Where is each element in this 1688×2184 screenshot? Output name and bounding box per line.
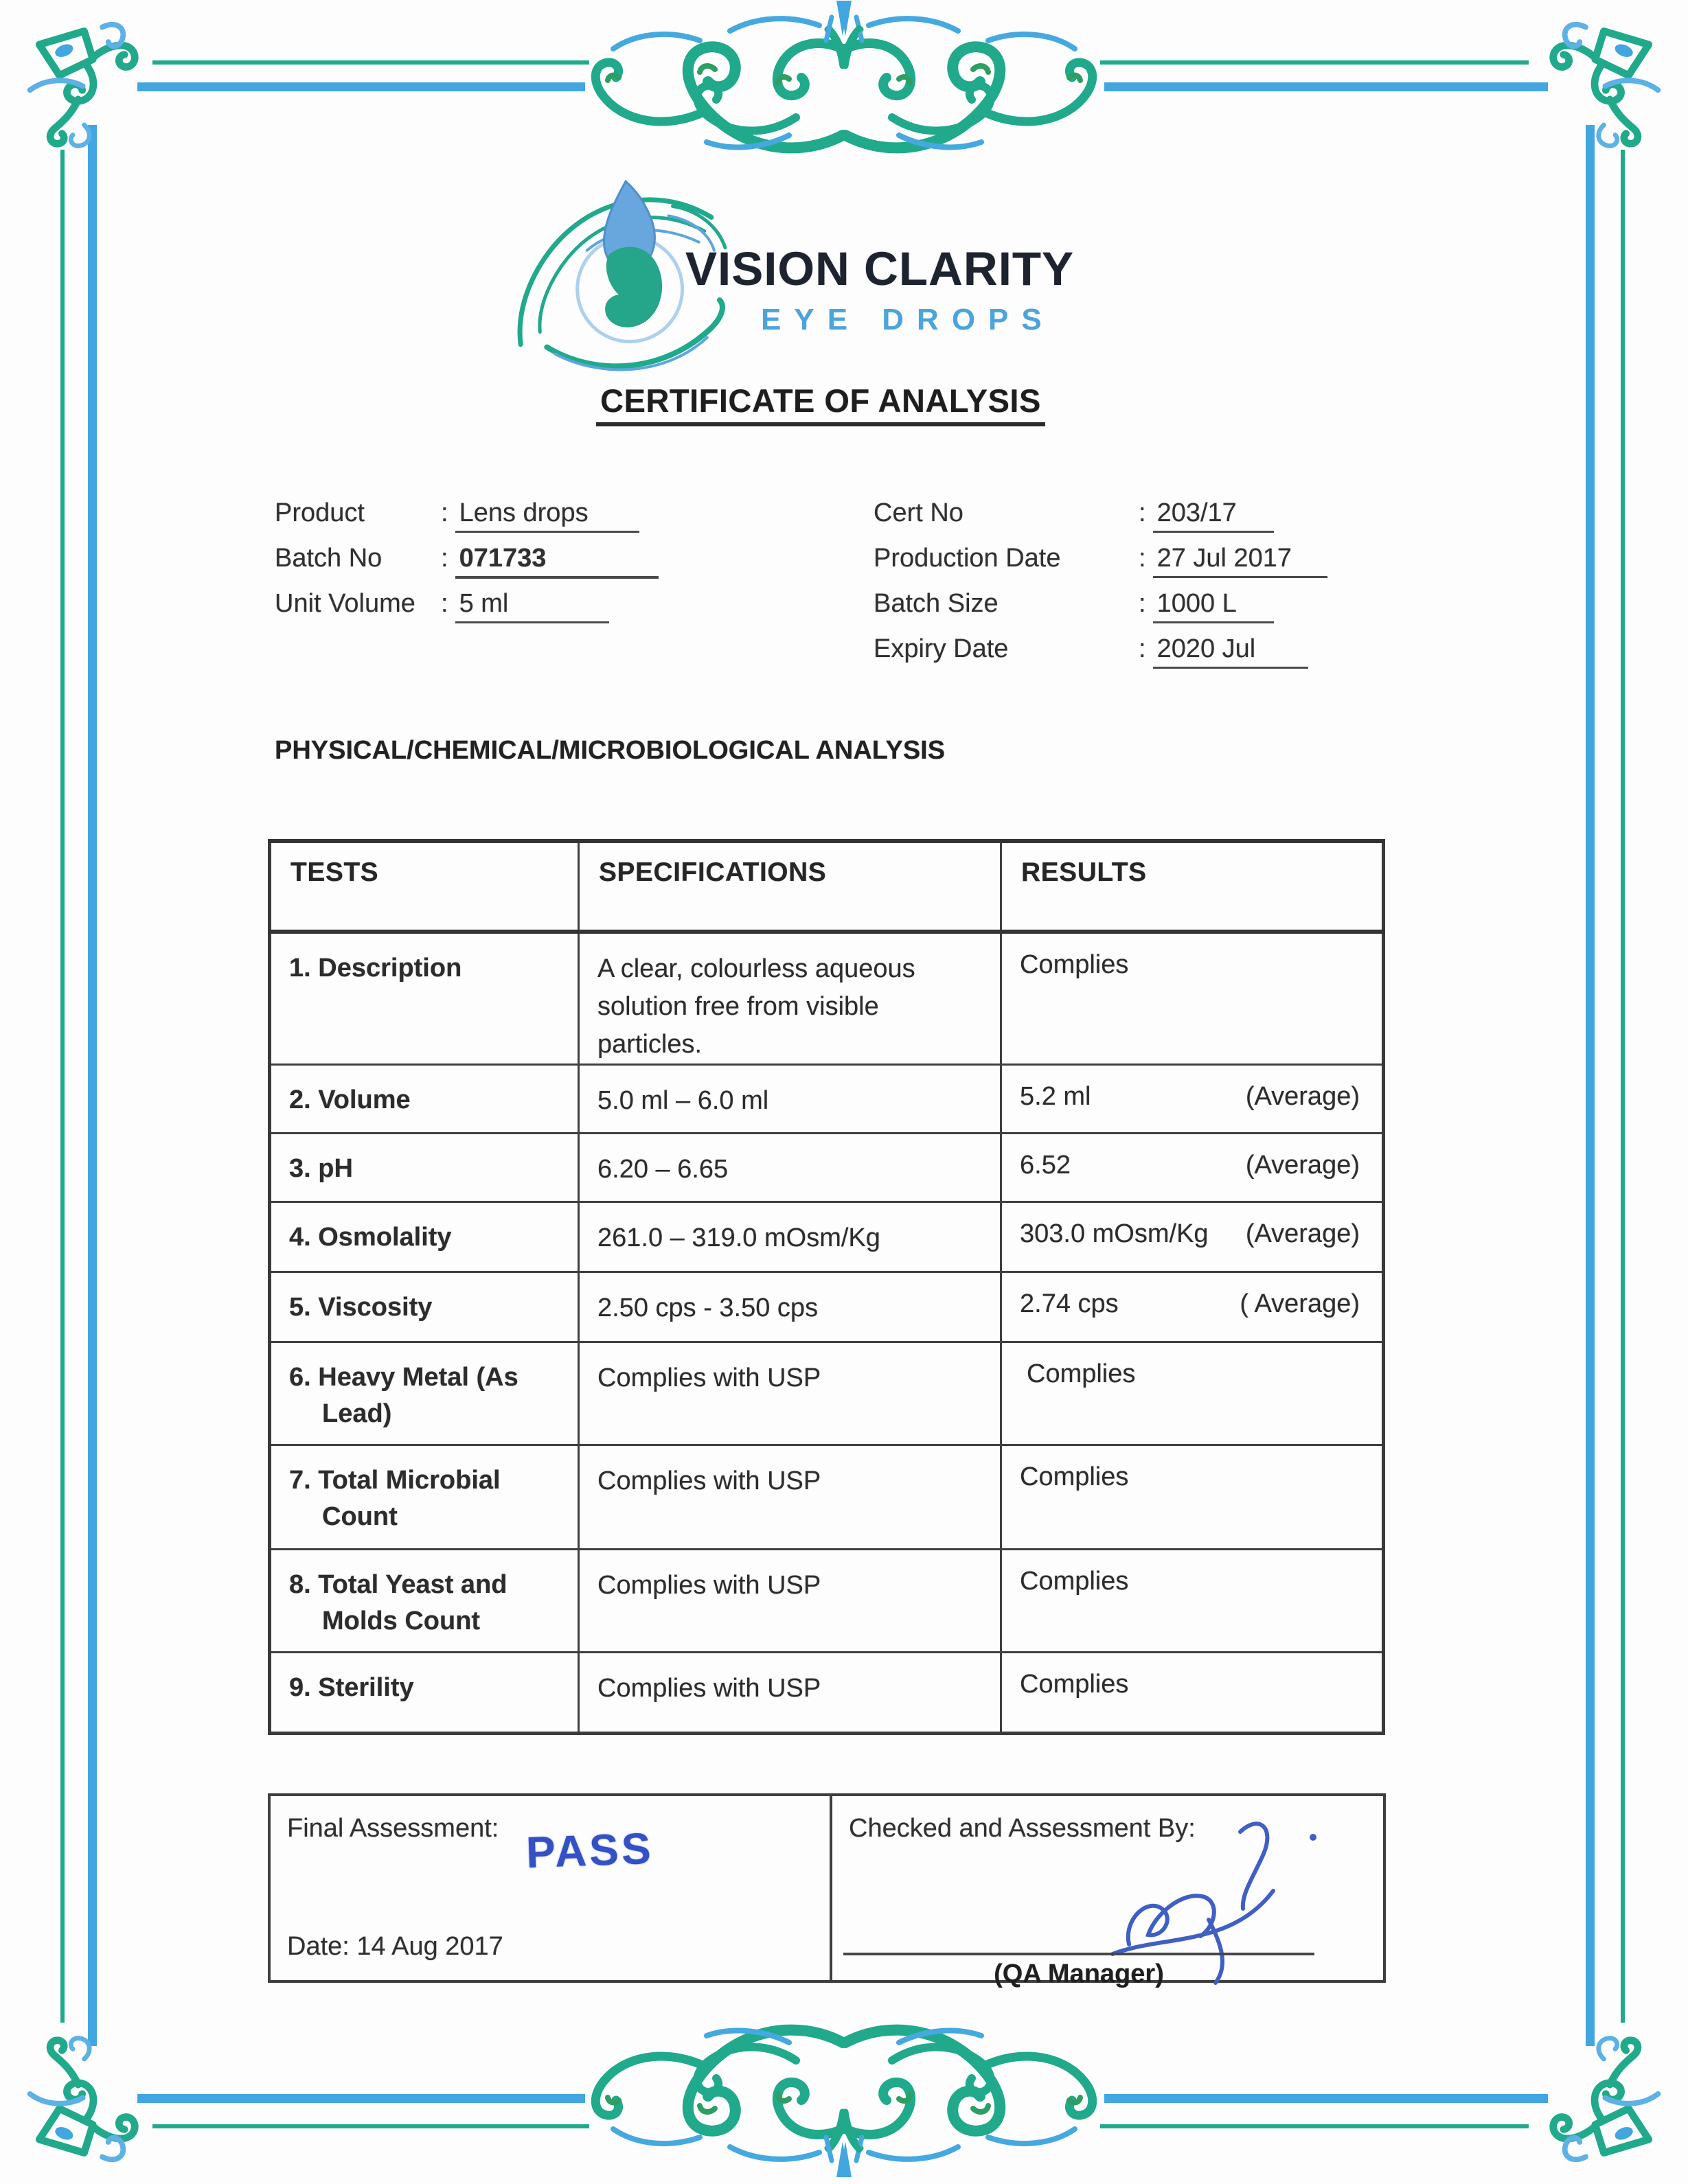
test-spec: 6.20 – 6.65 — [579, 1134, 1001, 1202]
test-spec: 261.0 – 319.0 mOsm/Kg — [579, 1202, 1001, 1272]
result-qualifier: (Average) — [1245, 1151, 1360, 1180]
colon: : — [441, 544, 448, 573]
expiry-date-label: Expiry Date — [874, 634, 1009, 663]
brand-name: VISION CLARITY — [685, 242, 1075, 295]
test-name: 2. Volume — [289, 1085, 411, 1115]
production-date-label: Production Date — [874, 544, 1061, 573]
batch-size-label: Batch Size — [874, 589, 999, 618]
colon: : — [441, 589, 448, 618]
table-row — [270, 1445, 1384, 1550]
flourish-top-center — [569, 0, 1119, 173]
checked-by-label: Checked and Assessment By: — [849, 1814, 1196, 1843]
frame-bottom-blue-right — [1104, 2094, 1548, 2103]
result-qualifier: ( Average) — [1240, 1289, 1360, 1319]
test-result: Complies — [1020, 1462, 1129, 1492]
frame-top-blue-right — [1104, 82, 1548, 91]
test-name: 9. Sterility — [289, 1673, 414, 1703]
cert-no-value: 203/17 — [1153, 498, 1274, 533]
frame-top-green-right — [1100, 60, 1529, 65]
frame-top-blue-left — [137, 82, 585, 91]
test-result: Complies — [1020, 1670, 1129, 1699]
cert-no-label: Cert No — [874, 498, 963, 527]
table-row — [270, 1342, 1384, 1445]
test-spec: A clear, colourless aqueous solution free from visible particles. — [579, 932, 1001, 1065]
production-date-value: 27 Jul 2017 — [1153, 544, 1327, 578]
qa-manager-signature — [1047, 1813, 1369, 1984]
test-name: 6. Heavy Metal (As Lead) — [289, 1363, 518, 1429]
test-result: 6.52 — [1020, 1151, 1071, 1180]
info-row-cert-no — [874, 498, 1274, 533]
test-spec: Complies with USP — [579, 1342, 1001, 1445]
table-row — [270, 1202, 1384, 1272]
result-qualifier: (Average) — [1245, 1219, 1360, 1249]
frame-right-green — [1621, 150, 1625, 2023]
table-row — [270, 1065, 1384, 1134]
info-row-batch-size — [874, 589, 1274, 623]
expiry-date-value: 2020 Jul — [1153, 634, 1308, 669]
test-result: Complies — [1027, 1359, 1136, 1389]
info-row-product — [275, 498, 639, 533]
assessment-date: Date: 14 Aug 2017 — [287, 1932, 503, 1961]
info-row-unit-volume — [275, 589, 609, 623]
test-result: 5.2 ml — [1020, 1082, 1091, 1112]
test-name: 8. Total Yeast and Molds Count — [289, 1570, 507, 1636]
colon: : — [1139, 589, 1146, 618]
analysis-section-heading: PHYSICAL/CHEMICAL/MICROBIOLOGICAL ANALYSIS — [275, 736, 946, 765]
result-qualifier: (Average) — [1245, 1082, 1360, 1112]
results-column-header: RESULTS — [1001, 841, 1384, 932]
unit-volume-value: 5 ml — [455, 589, 609, 623]
table-row — [270, 1272, 1384, 1342]
table-row — [270, 1653, 1384, 1734]
final-assessment-box — [268, 1793, 1386, 1988]
test-spec: 2.50 cps - 3.50 cps — [579, 1272, 1001, 1342]
corner-ornament-bottom-left — [19, 2034, 153, 2168]
colon: : — [1139, 544, 1146, 573]
batch-size-value: 1000 L — [1153, 589, 1274, 623]
test-spec: Complies with USP — [579, 1445, 1001, 1550]
test-result: 303.0 mOsm/Kg — [1020, 1219, 1209, 1249]
corner-ornament-bottom-right — [1535, 2034, 1669, 2168]
batch-no-value: 071733 — [455, 544, 659, 579]
frame-bottom-green-left — [152, 2124, 589, 2128]
test-result: Complies — [1020, 950, 1129, 979]
analysis-table — [268, 839, 1385, 1735]
document-title-wrap — [0, 382, 1641, 426]
qa-manager-title: (QA Manager) — [994, 1959, 1164, 1988]
test-name: 4. Osmolality — [289, 1223, 452, 1252]
test-name: 7. Total Microbial Count — [289, 1466, 501, 1532]
table-row — [270, 932, 1384, 1065]
brand-tagline: EYE DROPS — [761, 303, 1055, 336]
test-result: Complies — [1020, 1567, 1129, 1596]
test-result: 2.74 cps — [1020, 1289, 1119, 1319]
frame-bottom-green-right — [1100, 2124, 1529, 2128]
test-spec: Complies with USP — [579, 1653, 1001, 1734]
unit-volume-label: Unit Volume — [275, 589, 415, 618]
corner-ornament-top-right — [1535, 16, 1669, 150]
frame-bottom-blue-left — [137, 2094, 585, 2103]
test-name: 5. Viscosity — [289, 1293, 433, 1322]
product-value: Lens drops — [455, 498, 639, 533]
test-spec: 5.0 ml – 6.0 ml — [579, 1065, 1001, 1134]
colon: : — [441, 498, 448, 527]
table-row — [270, 1134, 1384, 1202]
signature-line — [843, 1953, 1314, 1955]
frame-left-green — [60, 150, 65, 2023]
test-name: 1. Description — [289, 954, 462, 982]
info-row-expiry-date — [874, 634, 1308, 669]
flourish-bottom-center — [569, 2005, 1119, 2178]
analysis-table-header-row — [270, 841, 1384, 932]
colon: : — [1139, 498, 1146, 527]
corner-ornament-top-left — [19, 16, 153, 150]
info-row-batch-no — [275, 544, 659, 579]
product-label: Product — [275, 498, 365, 527]
info-row-production-date — [874, 544, 1327, 578]
test-name: 3. pH — [289, 1154, 353, 1184]
frame-top-green-left — [152, 60, 589, 65]
test-spec: Complies with USP — [579, 1550, 1001, 1653]
pass-stamp: PASS — [525, 1823, 654, 1878]
tests-column-header: TESTS — [270, 841, 579, 932]
document-title: CERTIFICATE OF ANALYSIS — [596, 382, 1045, 426]
table-row — [270, 1550, 1384, 1653]
specifications-column-header: SPECIFICATIONS — [579, 841, 1001, 932]
colon: : — [1139, 634, 1146, 663]
assessment-box-divider — [830, 1796, 832, 1980]
batch-no-label: Batch No — [275, 544, 383, 573]
final-assessment-label: Final Assessment: — [287, 1814, 499, 1843]
